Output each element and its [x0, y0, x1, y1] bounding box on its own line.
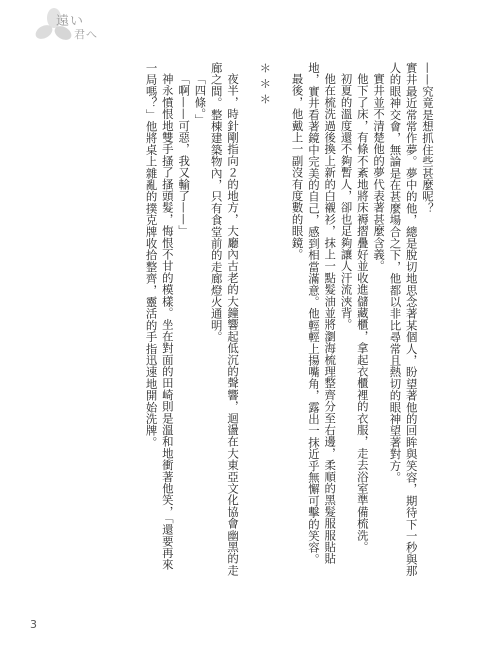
paragraph-9: 「四條。」 [193, 73, 208, 127]
page-number: 3 [30, 618, 37, 631]
paragraph-2: 實井最近常常作夢。夢中的他，總是脫切地思念著某個人，盼望著他的回眸與笑容，期待下一秒與那人的眼神交會，無論是在甚麼場合之下，他都以非比尋常且熱切的眼神望著對方。 [388, 62, 419, 577]
paragraph-4: 他下了床，有條不紊地將床褥摺疊好並收進儲藏櫃，拿起衣櫃裡的衣服，走去浴室準備梳洗。 [355, 73, 370, 554]
header-logo [12, 4, 142, 46]
paragraph-3: 實井並不清楚他的夢代表著甚麼含義。 [372, 73, 387, 273]
header-title-2: 君へ [74, 28, 98, 41]
paragraph-6: 他在梳洗過後換上新的白襯衫，抹上一點髮油並將瀏海梳理整齊分至右邊，柔順的黑髮服服貼貼地，實井看著鏡中完美的自己，感到相當滿意。他輕輕上揚嘴角，露出一抹近乎無懈可擊的笑容。 [306, 62, 338, 566]
header-title-1: 遠い [56, 14, 85, 29]
section-break: ＊＊＊ [258, 62, 273, 109]
vertical-text-body [46, 62, 436, 582]
paragraph-10: 「啊——可惡，我又輸了——」 [177, 73, 192, 238]
paragraph-1: ——究竟是想抓住些甚麼呢？ [421, 62, 435, 215]
paragraph-8: 夜半，時針剛指向２的地方，大廳內古老的大鐘響起低沉的聲響，迴盪在大東亞文化協會幽黑的走廊之間。整棟建築物內，只有食堂前的走廊燈火通明。 [209, 62, 241, 577]
paragraph-7: 最後，他戴上一副沒有度數的眼鏡。 [290, 73, 305, 261]
paragraph-5: 初夏的溫度還不夠暫人，卻也足夠讓人汗流浹背。 [339, 73, 354, 331]
paragraph-11: 神永憤恨地雙手搔了搔頭髮，悔恨不甘的模樣。坐在對面的田崎則是溫和地衝著他笑，「還要再來一局嗎？」他將桌上雜亂的撲克牌收拾整齊，靈活的手指迅速地開始洗牌。 [144, 62, 175, 571]
